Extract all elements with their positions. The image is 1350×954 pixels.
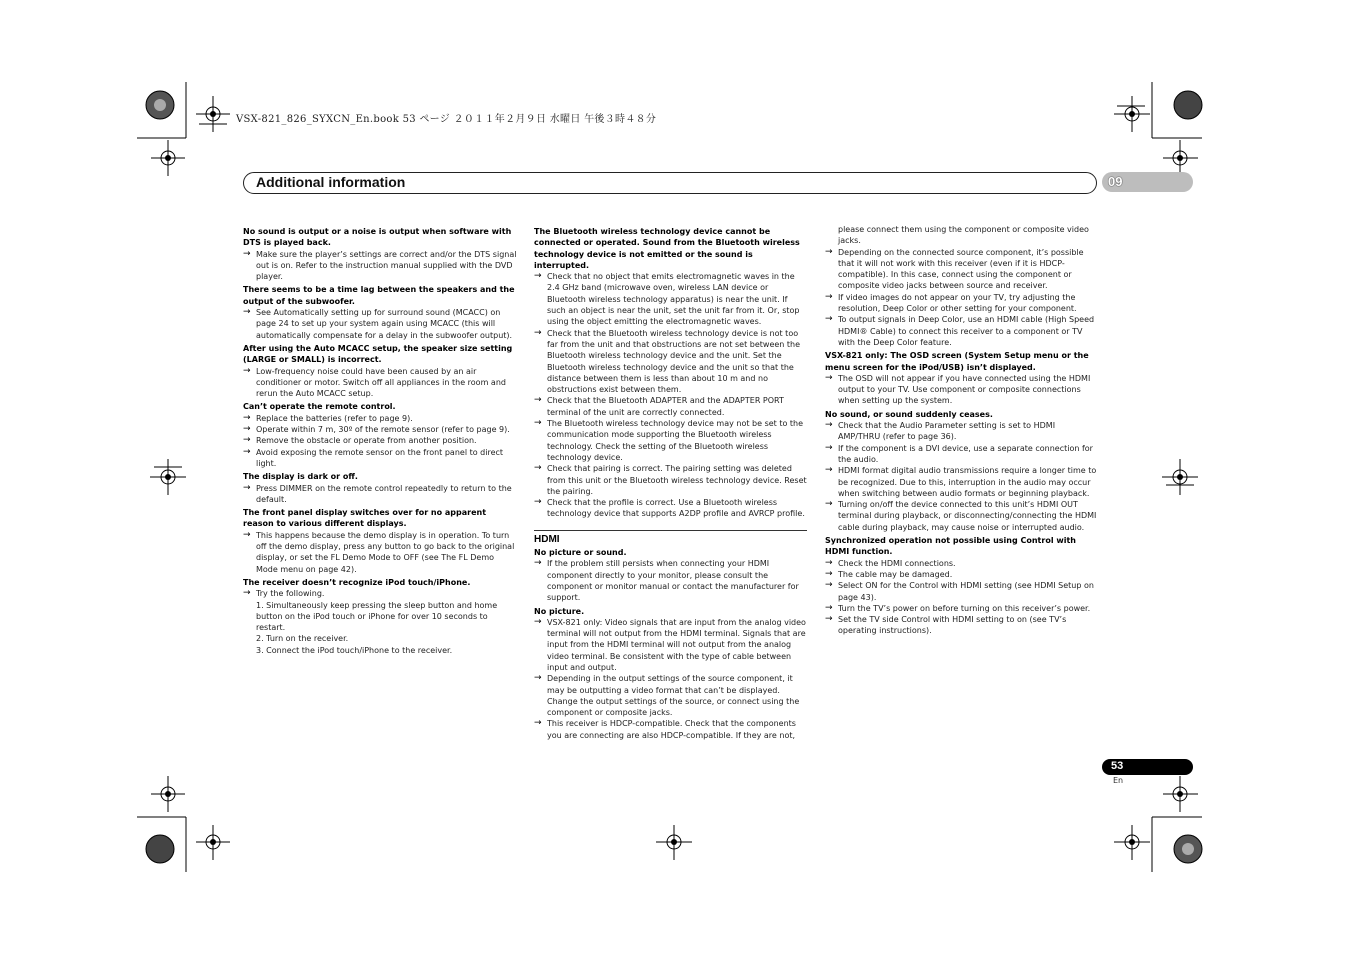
question-heading: No picture. <box>534 606 585 616</box>
answer-bullet: → HDMI format digital audio transmissions require a longer time to be recognized. Due to this, interruption in the audio may occur when switching between audio formats or beginning playback. <box>825 465 1098 499</box>
answer-bullet: → Turn the TV’s power on before turning on this receiver’s power. <box>825 603 1098 614</box>
answer-bullet: → Check that the Bluetooth ADAPTER and the ADAPTER PORT terminal of the unit are correctly connected. <box>534 395 807 418</box>
answer-bullet: → To output signals in Deep Color, use an HDMI cable (High Speed HDMI® Cable) to connect this receiver to a component or TV with the Deep Color feature. <box>825 314 1098 348</box>
question-heading: No sound, or sound suddenly ceases. <box>825 409 993 419</box>
starburst-tl <box>146 91 174 119</box>
answer-bullet: → Make sure the player’s settings are correct and/or the DTS signal out is on. Refer to the instruction manual supplied with the DVD player. <box>243 249 517 283</box>
answer-bullet: → Replace the batteries (refer to page 9). <box>243 413 517 424</box>
answer-bullet: → This receiver is HDCP-compatible. Check that the components you are connecting are also HDCP-compatible. If they are not, <box>534 718 807 741</box>
continued-text: 1. Simultaneously keep pressing the sleep button and home button on the iPod touch or iPhone for over 10 seconds to restart. <box>256 600 498 633</box>
answer-bullet: → Check that the profile is correct. Use a Bluetooth wireless technology device that supports A2DP profile and AVRCP profile. <box>534 497 807 520</box>
answer-bullet: → Check that pairing is correct. The pairing setting was deleted from this unit or the Bluetooth wireless technology device. Reset the pairing. <box>534 463 807 497</box>
section-title: Additional information <box>256 174 406 190</box>
section-divider <box>534 530 807 545</box>
question-heading: No sound is output or a noise is output when software with DTS is played back. <box>243 227 512 248</box>
starburst-tr <box>1174 91 1202 119</box>
book-file-header: VSX-821_826_SYXCN_En.book 53 ページ ２０１１年２月９日 水曜日 午後３時４８分 <box>236 114 657 125</box>
answer-bullet: → VSX-821 only: Video signals that are input from the analog video terminal will not output from the HDMI terminal. Signals that are input from the HDMI terminal will not output from the analog video terminal. Be consistent with the type of cable between input and output. <box>534 617 807 673</box>
question-heading: The Bluetooth wireless technology device cannot be connected or operated. Sound from the Bluetooth wireless technology device is not emitted or the sound is interrupted. <box>534 227 800 270</box>
chapter-tab <box>1102 172 1193 192</box>
starburst-br <box>1174 835 1202 863</box>
column-3 <box>825 224 1098 637</box>
answer-bullet: → Depending on the connected source component, it’s possible that it will not work with this receiver (even if it is HDCP-compatible). In this case, connect using the component or composite video jacks between source and receiver. <box>825 247 1098 292</box>
continued-text: please connect them using the component or composite video jacks. <box>838 225 1089 246</box>
question-heading: Synchronized operation not possible using Control with HDMI function. <box>825 536 1076 557</box>
answer-bullet: → Try the following. <box>243 588 517 599</box>
answer-bullet: → Low-frequency noise could have been caused by an air conditioner or motor. Switch off all appliances in the room and rerun the Auto MCACC setup. <box>243 366 517 400</box>
answer-bullet: → This happens because the demo display is in operation. To turn off the demo display, press any button to go back to the original display, or set the FL Demo Mode to OFF (see The FL Demo Mode menu on page 42). <box>243 530 517 575</box>
column-1 <box>243 224 517 656</box>
continued-text: 3. Connect the iPod touch/iPhone to the receiver. <box>256 645 453 655</box>
answer-bullet: → The cable may be damaged. <box>825 569 1098 580</box>
subsection-title: HDMI <box>534 533 560 545</box>
page-number: 53 <box>1111 760 1124 772</box>
question-heading: There seems to be a time lag between the speakers and the output of the subwoofer. <box>243 285 515 306</box>
answer-bullet: → The Bluetooth wireless technology device may not be set to the communication mode supporting the Bluetooth wireless technology. Check the setting of the Bluetooth wireless technology device. <box>534 418 807 463</box>
answer-bullet: → Depending in the output settings of the source component, it may be outputting a video format that can’t be displayed. Change the output settings of the source, or connect using the component or composite jacks. <box>534 673 807 718</box>
answer-bullet: → Check the HDMI connections. <box>825 558 1098 569</box>
section-title-bar <box>243 172 1097 194</box>
column-2 <box>534 224 807 741</box>
answer-bullet: → Set the TV side Control with HDMI setting to on (see TV’s operating instructions). <box>825 614 1098 637</box>
question-heading: The display is dark or off. <box>243 472 358 482</box>
answer-bullet: → Turning on/off the device connected to this unit’s HDMI OUT terminal during playback, or disconnecting/connecting the HDMI cable during playback, may cause noise or interrupted audio. <box>825 499 1098 533</box>
answer-bullet: → The OSD will not appear if you have connected using the HDMI output to your TV. Use component or composite connections when setting up the system. <box>825 373 1098 407</box>
answer-bullet: → Select ON for the Control with HDMI setting (see HDMI Setup on page 43). <box>825 580 1098 603</box>
answer-bullet: → If the problem still persists when connecting your HDMI component directly to your monitor, please consult the component or monitor manual or contact the manufacturer for support. <box>534 558 807 603</box>
question-heading: Can’t operate the remote control. <box>243 402 396 412</box>
question-heading: After using the Auto MCACC setup, the speaker size setting (LARGE or SMALL) is incorrect. <box>243 343 513 365</box>
starburst-bl <box>146 835 174 863</box>
continued-text: 2. Turn on the receiver. <box>256 634 349 644</box>
answer-bullet: → Check that no object that emits electromagnetic waves in the 2.4 GHz band (microwave oven, wireless LAN device or Bluetooth wireless technology apparatus) is near the unit. If such an object is near the unit, set the unit far from it. Or, stop using the object emitting the electromagnetic waves. <box>534 271 807 327</box>
chapter-number: 09 <box>1108 174 1123 189</box>
answer-bullet: → Press DIMMER on the remote control repeatedly to return to the default. <box>243 483 517 506</box>
answer-bullet: → If the component is a DVI device, use a separate connection for the audio. <box>825 443 1098 466</box>
question-heading: No picture or sound. <box>534 548 627 558</box>
answer-bullet: → If video images do not appear on your TV, try adjusting the resolution, Deep Color or other setting for your component. <box>825 292 1098 315</box>
answer-bullet: → See Automatically setting up for surround sound (MCACC) on page 24 to set up your system again using MCACC (this will automatically compensate for a delay in the subwoofer output). <box>243 307 517 341</box>
answer-bullet: → Check that the Audio Parameter setting is set to HDMI AMP/THRU (refer to page 36). <box>825 420 1098 443</box>
language-code: En <box>1113 776 1124 785</box>
question-heading: The front panel display switches over for no apparent reason to various different displays. <box>243 508 487 529</box>
question-heading: VSX-821 only: The OSD screen (System Setup menu or the menu screen for the iPod/USB) isn’t displayed. <box>825 351 1089 372</box>
page-number-badge <box>1102 759 1193 775</box>
question-heading: The receiver doesn’t recognize iPod touch/iPhone. <box>243 577 471 587</box>
answer-bullet: → Remove the obstacle or operate from another position. <box>243 435 517 446</box>
answer-bullet: → Check that the Bluetooth wireless technology device is not too far from the unit and that obstructions are not set between the Bluetooth wireless technology device and the unit. Set the Bluetooth wireless technology device and the unit so that the distance between them is less than about 10 m and no obstructions exist between them. <box>534 328 807 396</box>
answer-bullet: → Avoid exposing the remote sensor on the front panel to direct light. <box>243 447 517 470</box>
answer-bullet: → Operate within 7 m, 30º of the remote sensor (refer to page 9). <box>243 424 517 435</box>
